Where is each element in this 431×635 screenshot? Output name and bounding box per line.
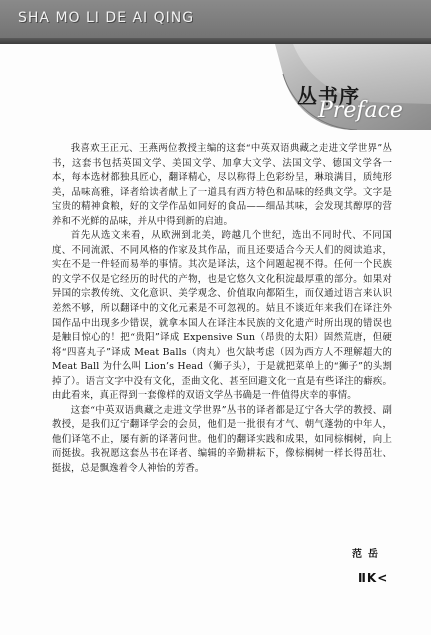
series-header-band bbox=[0, 0, 431, 44]
author-signature: 范岳 bbox=[352, 549, 384, 560]
folio-text: ⅡK< bbox=[358, 571, 389, 585]
preface-body bbox=[52, 142, 392, 477]
series-title-pinyin: SHA MO LI DE AI QING bbox=[18, 10, 195, 26]
page-folio bbox=[358, 571, 388, 585]
body-paragraph: 我喜欢王正元、王燕两位教授主编的这套“中英双语典藏之走进文学世界”丛书，这套书包括英国文学、美国文学、加拿大文学、法国文学、德国文学各一本，每本选材都独具匠心，翻译精心，尽以称得上色彩纷呈，琳琅满目，质纯形美，品味高雅，译者给读者献上了一道具有西方特色和品味的经典文学。文字是宝贵的精神食粮，好的文学作品如同好的食品——细品其味，会发现其醇厚的营养和不光鲜的品味，并从中得到新的启迪。 bbox=[52, 143, 392, 227]
preface-title-chinese: 丛书序 bbox=[297, 84, 360, 108]
preface-title-english: Preface bbox=[318, 98, 403, 123]
body-paragraph: 这套“中英双语典藏之走进文学世界”丛书的译者都是辽宁各大学的教授、副教授，是我们辽宁翻译学会的会员，他们是一批很有才气、朝气蓬勃的中年人，他们译笔不止，屡有新的译著问世。他们的翻译实践和成果，如同棕榈树，向上而挺拔。我祝愿这套丛书在译者、编辑的辛勤耕耘下，像棕榈树一样长得茁壮、挺拔，总是飘逸着令人神怡的芳香。 bbox=[52, 404, 392, 475]
body-paragraph: 首先从选文来看，从欧洲到北美，跨越几个世纪，选出不同时代、不同国度、不同流派、不同风格的作家及其作品，而且还要适合今天人们的阅读追求，实在不是一件轻而易举的事情。其次是译法，这个问题起视不得。任何一个民族的文学不仅是它经历的时代的产物，也是它悠久文化积淀最厚重的部分。如果对异国的宗教传统、文化意识、美学观念、价值取向都陌生，而仅通过语言来认识差然不够，所以翻译中的文化元素是不可忽视的。姑且不谈近年来我们在译注外国作品中出现多少错误，就拿本国人在译注本民族的文化遗产时所出现的错误也是触目惊心的！把“贵阳”译成 Expensive Sun（昂贵的太阳）固然荒唐，但硬将“四喜丸子”译成 Meat Balls（肉丸）也欠缺考虑（因为西方人不理解超大的 Meat Ball 为什么叫 Lion’s Head（狮子头），于是就把菜单上的“狮子”的头割掉了）。语言文字中没有文化，歪曲文化、甚至回避文化一直是有些译注的癖疾。由此看来，真正得到一套像样的双语文学丛书确是一件值得庆幸的事情。 bbox=[52, 230, 392, 402]
